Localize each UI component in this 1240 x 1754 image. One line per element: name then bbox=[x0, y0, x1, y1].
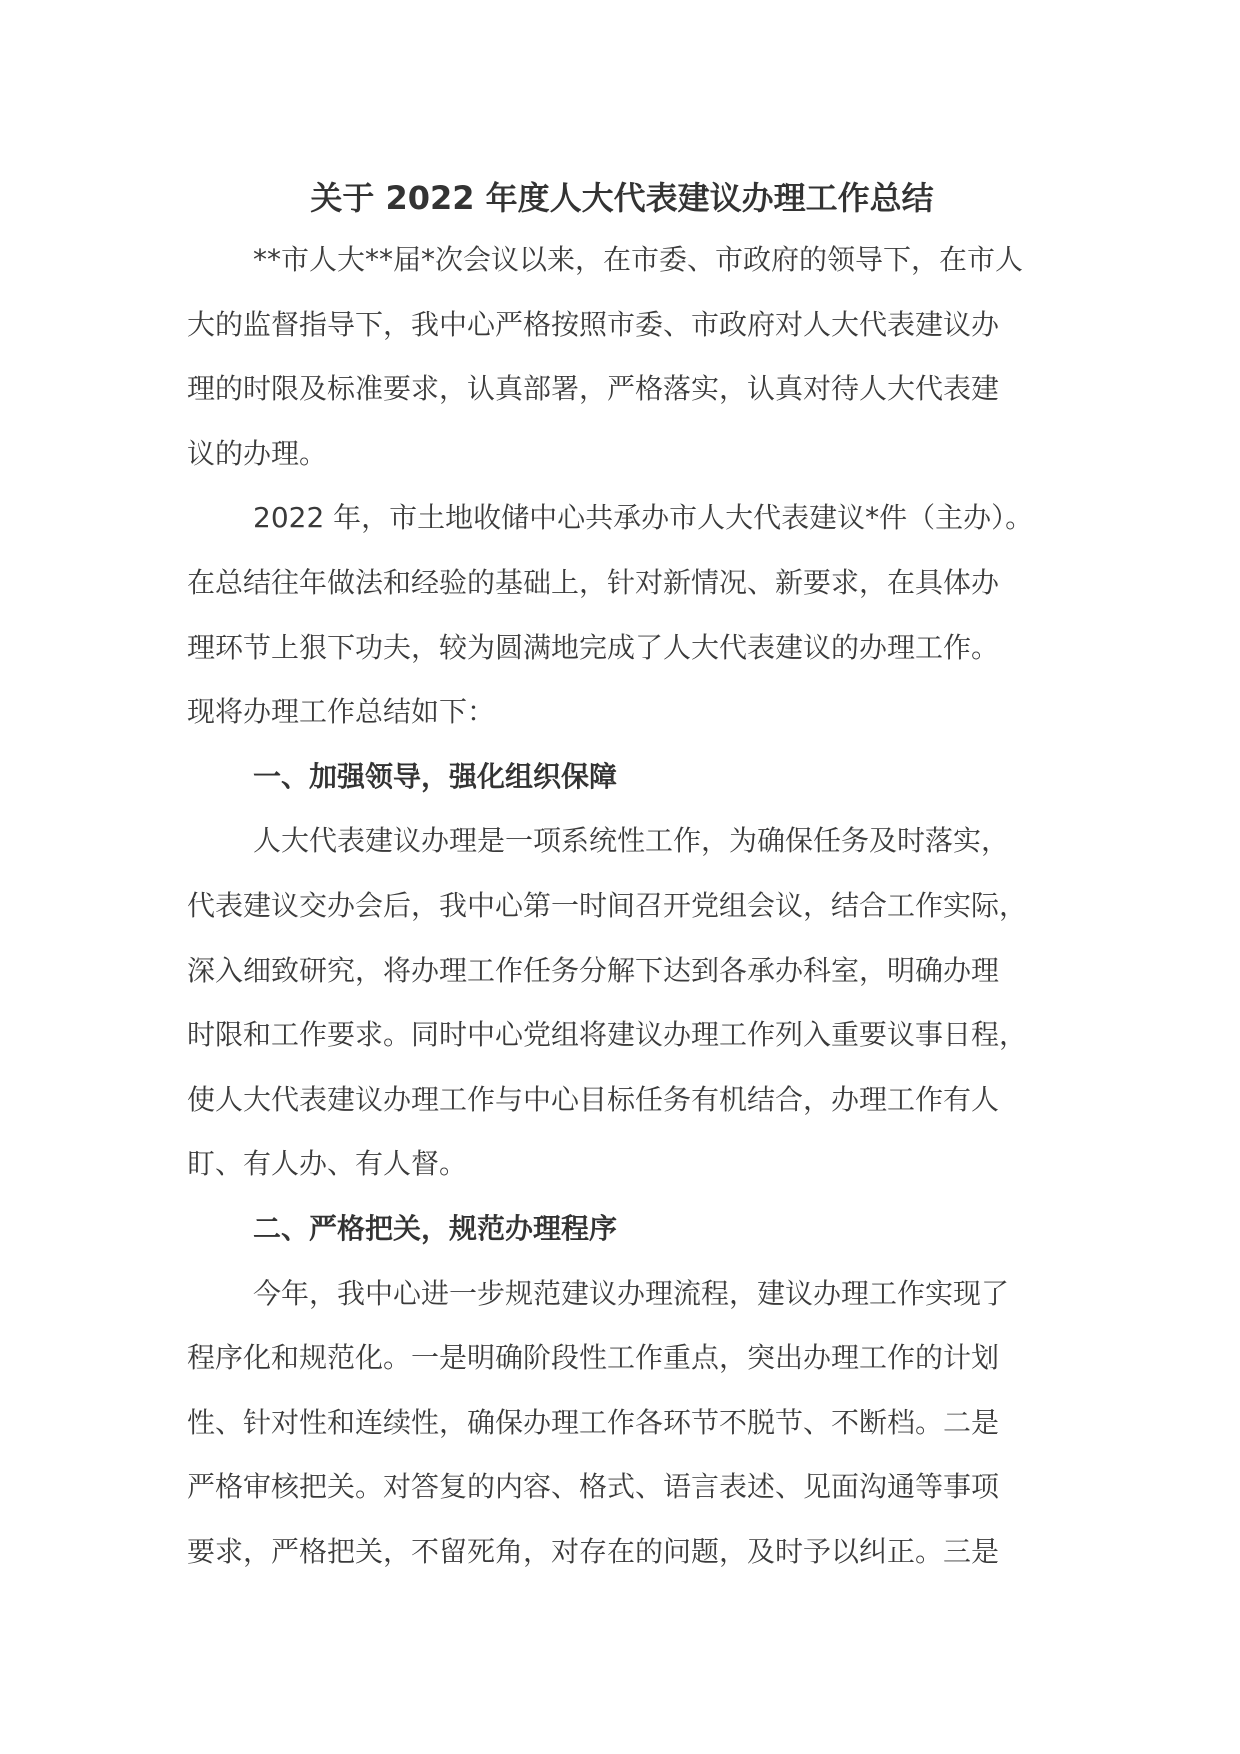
text-line: 盯、有人办、有人督。 bbox=[187, 1147, 468, 1181]
text-line: 使人大代表建议办理工作与中心目标任务有机结合，办理工作有人 bbox=[187, 1082, 1000, 1116]
text-line: 程序化和规范化。一是明确阶段性工作重点，突出办理工作的计划 bbox=[187, 1341, 1000, 1375]
text-line: 现将办理工作总结如下： bbox=[187, 695, 496, 729]
paragraph-section-1 bbox=[187, 809, 1057, 1197]
text-line: **市人大**届*次会议以来，在市委、市政府的领导下，在市人 bbox=[253, 243, 1024, 276]
section-heading-2: 二、严格把关，规范办理程序 bbox=[253, 1211, 618, 1245]
paragraph-section-2 bbox=[187, 1262, 1057, 1585]
text-line: 在总结往年做法和经验的基础上，针对新情况、新要求，在具体办 bbox=[187, 565, 1000, 599]
text-line: 人大代表建议办理是一项系统性工作，为确保任务及时落实， bbox=[253, 824, 1010, 858]
section-heading-1: 一、加强领导，强化组织保障 bbox=[253, 759, 618, 793]
paragraph-summary bbox=[187, 486, 1057, 744]
text-line: 严格审核把关。对答复的内容、格式、语言表述、见面沟通等事项 bbox=[187, 1470, 1000, 1504]
text-line: 要求，严格把关，不留死角，对存在的问题，及时予以纠正。三是 bbox=[187, 1534, 1000, 1568]
text-line: 性、针对性和连续性，确保办理工作各环节不脱节、不断档。二是 bbox=[187, 1405, 1000, 1439]
text-line: 今年，我中心进一步规范建议办理流程，建议办理工作实现了 bbox=[253, 1276, 1010, 1310]
document-page bbox=[187, 168, 1057, 1584]
text-line: 代表建议交办会后，我中心第一时间召开党组会议，结合工作实际， bbox=[187, 888, 1028, 922]
paragraph-intro bbox=[187, 228, 1057, 486]
text-line: 理环节上狠下功夫，较为圆满地完成了人大代表建议的办理工作。 bbox=[187, 630, 1000, 664]
text-line: 议的办理。 bbox=[187, 436, 328, 470]
text-line: 2022 年，市土地收储中心共承办市人大代表建议*件（主办）。 bbox=[253, 501, 1034, 535]
text-line: 大的监督指导下，我中心严格按照市委、市政府对人大代表建议办 bbox=[187, 307, 1000, 341]
text-line: 时限和工作要求。同时中心党组将建议办理工作列入重要议事日程， bbox=[187, 1018, 1028, 1052]
document-title: 关于 2022 年度人大代表建议办理工作总结 bbox=[310, 179, 934, 217]
text-line: 理的时限及标准要求，认真部署，严格落实，认真对待人大代表建 bbox=[187, 372, 1000, 406]
text-line: 深入细致研究，将办理工作任务分解下达到各承办科室，明确办理 bbox=[187, 953, 1000, 987]
